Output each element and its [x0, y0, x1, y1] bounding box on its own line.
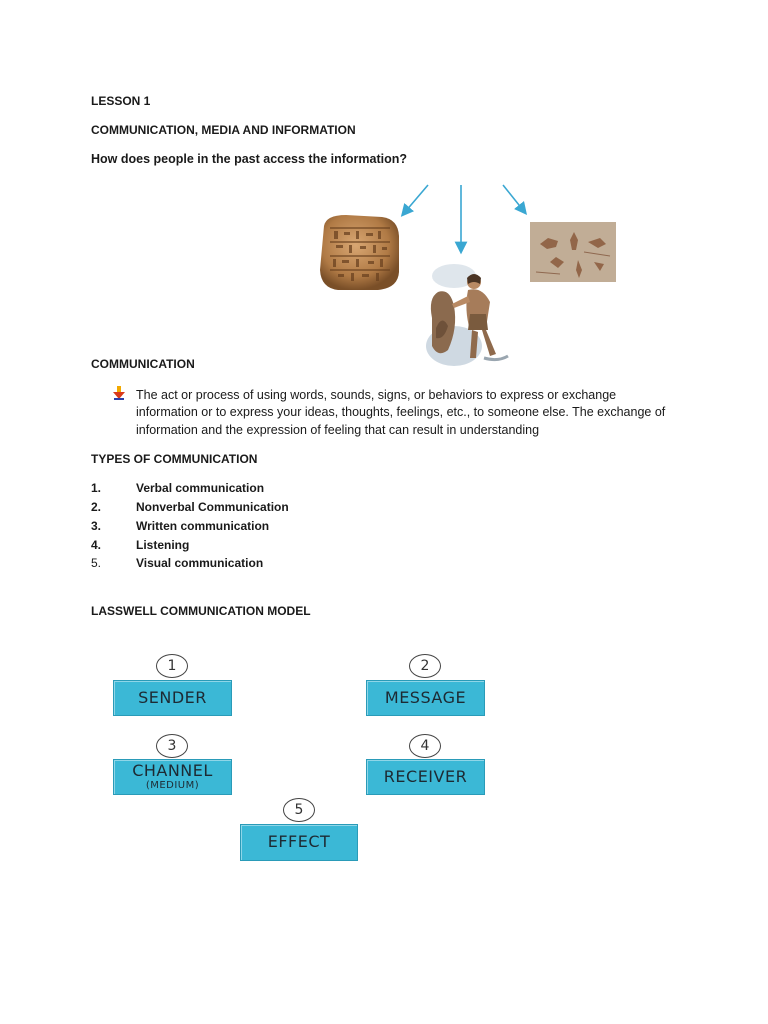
receiver-label: RECEIVER: [383, 767, 468, 786]
lesson-title: COMMUNICATION, MEDIA AND INFORMATION: [91, 123, 356, 137]
caveman-painting-image: [424, 258, 512, 368]
types-item-num: 2.: [91, 500, 102, 514]
types-item-label: Visual communication: [136, 556, 264, 570]
types-item-num: 5.: [91, 556, 102, 570]
arrows-figure: [395, 180, 535, 255]
step-number-3: 3: [156, 734, 188, 758]
channel-sub-label: (MEDIUM): [145, 780, 200, 791]
arrow-right: [503, 185, 523, 210]
step-number-4: 4: [409, 734, 441, 758]
lesson-label: LESSON 1: [91, 94, 151, 108]
types-item-num: 1.: [91, 481, 102, 495]
step-number-2: 2: [409, 654, 441, 678]
sender-box: [113, 680, 232, 716]
bullet-arrow-icon: [113, 386, 125, 400]
communication-heading: COMMUNICATION: [91, 357, 195, 371]
step-number-1: 1: [156, 654, 188, 678]
types-heading: TYPES OF COMMUNICATION: [91, 452, 258, 466]
effect-box: [240, 824, 358, 861]
types-item-num: 4.: [91, 538, 102, 552]
sender-label: SENDER: [138, 688, 207, 707]
definition-line-3: information and the expression of feeling that can result in understanding: [136, 423, 540, 437]
lesson-question: How does people in the past access the information?: [91, 152, 408, 166]
cave-wall-art-image: [530, 222, 616, 282]
channel-box: [113, 759, 232, 795]
types-item-label: Nonverbal Communication: [136, 500, 289, 514]
types-item-label: Listening: [136, 538, 190, 552]
types-item-num: 3.: [91, 519, 102, 533]
message-box: [366, 680, 485, 716]
channel-label: CHANNEL: [132, 761, 213, 780]
receiver-box: [366, 759, 485, 795]
definition-line-2: information or to express your ideas, thoughts, feelings, etc., to someone else. The exchange of: [136, 405, 666, 419]
types-item-label: Written communication: [136, 519, 270, 533]
model-heading: LASSWELL COMMUNICATION MODEL: [91, 604, 311, 618]
step-number-5: 5: [283, 798, 315, 822]
clay-tablet-image: [316, 212, 402, 292]
message-label: MESSAGE: [384, 688, 467, 707]
arrow-left: [405, 185, 428, 212]
definition-line-1: The act or process of using words, sounds, signs, or behaviors to express or exchange: [136, 388, 617, 402]
effect-label: EFFECT: [267, 832, 331, 851]
types-item-label: Verbal communication: [136, 481, 265, 495]
